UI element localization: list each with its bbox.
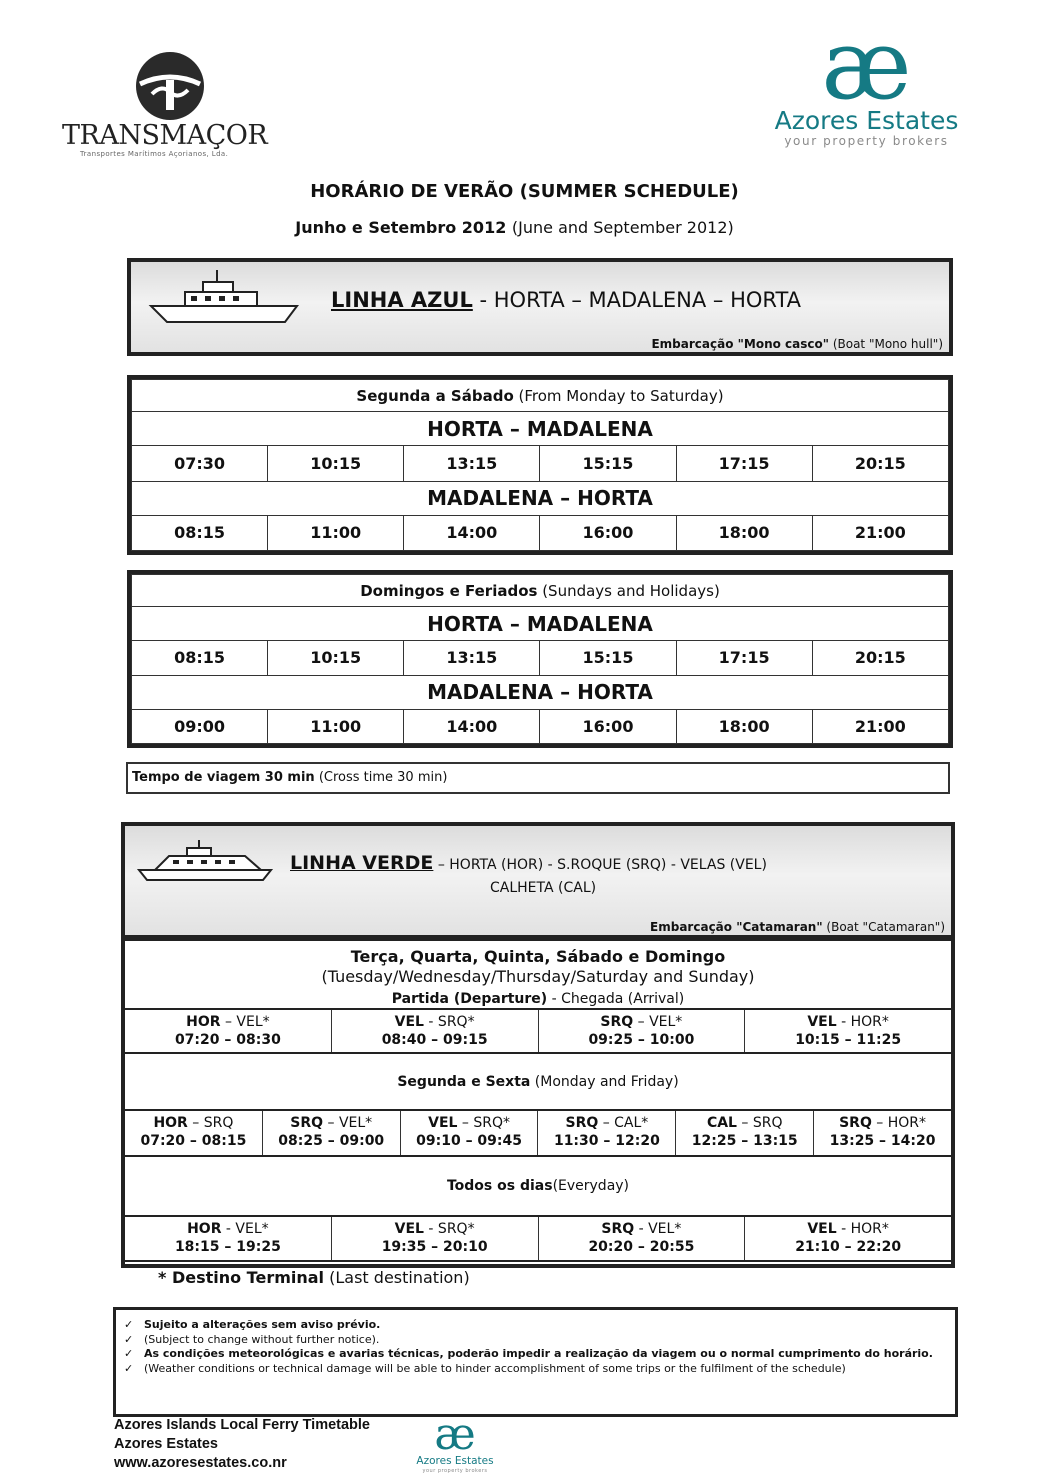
- time-cell: 13:15: [404, 446, 540, 482]
- holiday-days-label: Domingos e Feriados (Sundays and Holidays): [132, 575, 949, 607]
- trip-cell: SRQ – VEL* 08:25 – 09:00: [263, 1111, 401, 1155]
- period-en: (June and September 2012): [511, 218, 734, 237]
- time-cell: 20:15: [812, 446, 948, 482]
- check-mark-icon: ✓: [124, 1332, 134, 1346]
- azores-estates-logo: [765, 9, 968, 153]
- note-item: ✓ (Subject to change without further notice).: [124, 1332, 380, 1346]
- ae-small-mark: æ: [434, 1409, 476, 1460]
- time-cell: 14:00: [404, 515, 540, 551]
- green-line-timetable: [121, 939, 955, 1268]
- time-cell: 15:15: [540, 446, 676, 482]
- footer-text: [114, 1416, 370, 1473]
- group2-days-label: Segunda e Sexta (Monday and Friday): [397, 1074, 679, 1090]
- time-cell: 10:15: [268, 641, 404, 676]
- time-cell: 17:15: [676, 641, 812, 676]
- time-cell: 16:00: [540, 709, 676, 744]
- catamaran-boat-icon: [135, 840, 277, 886]
- transmacor-subtitle: Transportes Marítimos Açorianos, Lda.: [80, 150, 229, 158]
- time-cell: 18:00: [676, 709, 812, 744]
- green-line-stops: – HORTA (HOR) - S.ROQUE (SRQ) - VELAS (VEL): [433, 857, 767, 873]
- trip-cell: SRQ – VEL* 09:25 – 10:00: [539, 1010, 746, 1052]
- time-cell: 08:15: [132, 641, 268, 676]
- holiday-timetable: [127, 570, 953, 748]
- group3-days-label: Todos os dias(Everyday): [446, 1178, 630, 1194]
- trip-cell: VEL - SRQ* 08:40 – 09:15: [332, 1010, 539, 1052]
- green-line-vessel: Embarcação "Catamaran" (Boat "Catamaran"): [650, 920, 945, 934]
- time-cell: 18:00: [676, 515, 812, 551]
- footer-line-1: Azores Islands Local Ferry Timetable: [114, 1417, 370, 1433]
- time-cell: 07:30: [132, 446, 268, 482]
- page-title: HORÁRIO DE VERÃO (SUMMER SCHEDULE): [310, 181, 739, 202]
- time-cell: 15:15: [540, 641, 676, 676]
- check-mark-icon: ✓: [124, 1318, 134, 1331]
- trip-cell: VEL - HOR* 10:15 – 11:25: [795, 1014, 902, 1048]
- trip-cell: SRQ – HOR* 13:25 – 14:20: [829, 1115, 936, 1149]
- group1-days-pt: Terça, Quarta, Quinta, Sábado e Domingo: [350, 947, 726, 966]
- time-cell: 16:00: [540, 515, 676, 551]
- trip-cell: HOR – SRQ 07:20 – 08:15: [125, 1111, 263, 1155]
- group3-trips-row: [125, 1215, 951, 1262]
- weekday-direction-1: HORTA – MADALENA: [132, 412, 949, 446]
- trip-cell: SRQ - VEL* 20:20 – 20:55: [539, 1217, 746, 1260]
- time-cell: 11:00: [268, 709, 404, 744]
- weekday-direction-2: MADALENA – HORTA: [132, 481, 949, 515]
- trip-cell: VEL - HOR* 21:10 – 22:20: [795, 1221, 902, 1255]
- transmacor-logo: [62, 50, 277, 160]
- group1-days-en: (Tuesday/Wednesday/Thursday/Saturday and Sunday): [321, 967, 755, 986]
- ae-tagline: your property brokers: [784, 134, 949, 148]
- green-line-route: [290, 852, 767, 874]
- weekday-days-label: Segunda a Sábado (From Monday to Saturday): [132, 380, 949, 412]
- blue-line-route: [331, 288, 801, 312]
- blue-line-stops: - HORTA – MADALENA – HORTA: [472, 288, 802, 312]
- trip-cell: HOR - VEL* 18:15 – 19:25: [125, 1217, 332, 1260]
- check-mark-icon: ✓: [124, 1361, 134, 1375]
- monohull-boat-icon: [147, 270, 307, 328]
- green-line-banner: [121, 822, 955, 939]
- blue-vessel-en: (Boat "Mono hull"): [829, 337, 943, 351]
- time-cell: 21:00: [812, 709, 948, 744]
- time-cell: 21:00: [812, 515, 948, 551]
- ae-mark: æ: [821, 9, 912, 121]
- time-cell: 09:00: [132, 709, 268, 744]
- last-destination-note: * Destino Terminal (Last destination): [158, 1268, 470, 1287]
- ae-small-tagline: your property brokers: [422, 1468, 488, 1474]
- trip-cell: HOR – VEL* 07:20 – 08:30: [125, 1010, 332, 1052]
- time-cell: 08:15: [132, 515, 268, 551]
- holiday-direction-1: HORTA – MADALENA: [132, 607, 949, 641]
- time-cell: 14:00: [404, 709, 540, 744]
- blue-vessel-pt: Embarcação "Mono casco": [651, 337, 829, 351]
- notes-box: [113, 1307, 958, 1417]
- transmacor-emblem-icon: [130, 50, 210, 122]
- time-cell: 10:15: [268, 446, 404, 482]
- departure-arrival-label: Partida (Departure) - Chegada (Arrival): [391, 991, 685, 1007]
- holiday-direction-2: MADALENA – HORTA: [132, 675, 949, 709]
- weekday-timetable: [127, 375, 953, 555]
- time-cell: 17:15: [676, 446, 812, 482]
- period-pt: Junho e Setembro 2012: [295, 218, 507, 237]
- time-cell: 11:00: [268, 515, 404, 551]
- note-item: ✓ Sujeito a alterações sem aviso prévio.: [124, 1318, 381, 1331]
- azores-estates-small-logo: [412, 1409, 498, 1475]
- time-cell: 13:15: [404, 641, 540, 676]
- trip-cell: CAL – SRQ 12:25 – 13:15: [676, 1111, 814, 1155]
- blue-line-vessel: [651, 337, 943, 351]
- green-line-name: LINHA VERDE: [290, 852, 434, 874]
- page-subtitle: [0, 218, 1039, 237]
- footer-line-2: Azores Estates: [114, 1436, 218, 1452]
- transmacor-wordmark: TRANSMAÇOR: [62, 120, 268, 151]
- note-item: ✓ As condições meteorológicas e avarias técnicas, poderão impedir a realização da viagem ou o normal cumprimento do horário.: [124, 1347, 933, 1360]
- trip-cell: VEL – SRQ* 09:10 – 09:45: [401, 1111, 539, 1155]
- time-cell: 20:15: [812, 641, 948, 676]
- trip-cell: VEL - SRQ* 19:35 – 20:10: [332, 1217, 539, 1260]
- ae-small-name: Azores Estates: [416, 1455, 494, 1467]
- note-item: ✓ (Weather conditions or technical damage will be able to hinder accomplishment of some trips or the fulfilment of the schedule): [124, 1361, 846, 1375]
- footer-url[interactable]: www.azoresestates.co.nr: [114, 1455, 287, 1471]
- blue-line-name: LINHA AZUL: [331, 288, 473, 312]
- group1-trips-row: [125, 1008, 951, 1054]
- trip-cell: SRQ – CAL* 11:30 – 12:20: [538, 1111, 676, 1155]
- ae-name: Azores Estates: [774, 106, 959, 135]
- group2-trips-row: [125, 1109, 951, 1157]
- check-mark-icon: ✓: [124, 1347, 134, 1360]
- green-line-stops-2: CALHETA (CAL): [490, 880, 597, 896]
- cross-time-note: Tempo de viagem 30 min (Cross time 30 min): [126, 762, 950, 794]
- blue-line-banner: [127, 258, 953, 356]
